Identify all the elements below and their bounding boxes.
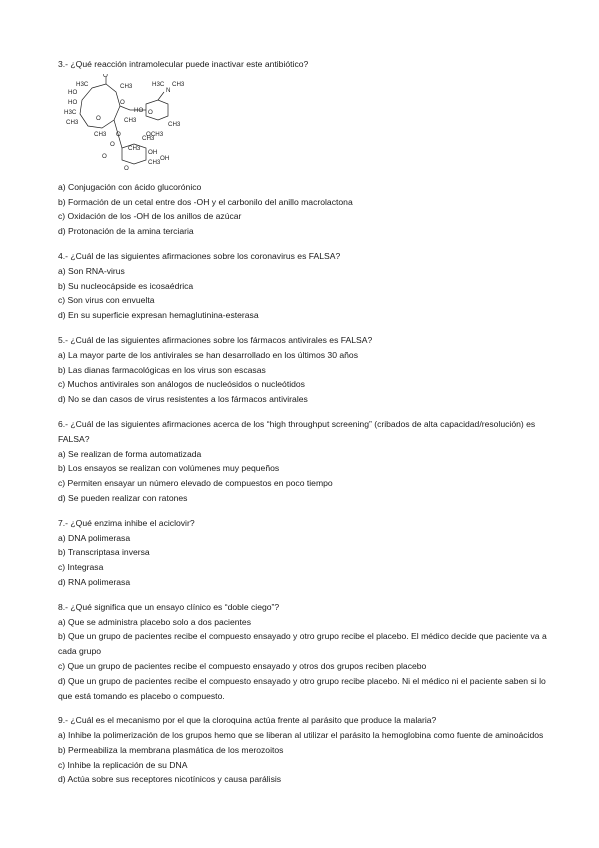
answer-option: d) En su superficie expresan hemaglutinina-esterasa	[58, 310, 259, 321]
structure-label: H3C	[152, 80, 165, 88]
answer-option: a) La mayor parte de los antivirales se han desarrollado en los últimos 30 años	[58, 349, 358, 360]
question-8	[58, 600, 548, 704]
structure-label: HO	[134, 106, 144, 114]
answer-option: c) Integrasa	[58, 562, 104, 573]
answer-option: b) Las dianas farmacológicas en los virus son escasas	[58, 364, 266, 375]
structure-label: OCH3	[146, 130, 164, 138]
answer-option: b) Formación de un cetal entre dos -OH y el carbonilo del anillo macrolactona	[58, 196, 353, 207]
question-7	[58, 516, 548, 590]
question-stem: 8.- ¿Qué significa que un ensayo clínico es “doble ciego”?	[58, 601, 280, 612]
answer-option: d) Se pueden realizar con ratones	[58, 492, 188, 503]
structure-label: CH3	[120, 82, 133, 90]
structure-label: O	[124, 164, 129, 172]
structure-label: O	[96, 114, 101, 122]
answer-option: c) Permiten ensayar un número elevado de compuestos en poco tiempo	[58, 478, 333, 489]
answer-option: c) Que un grupo de pacientes recibe el compuesto ensayado y otros dos grupos reciben placebo	[58, 660, 427, 671]
answer-option: a) Que se administra placebo solo a dos pacientes	[58, 616, 251, 627]
question-3	[58, 57, 548, 239]
answer-option: d) Protonación de la amina terciaria	[58, 226, 194, 237]
structure-label: CH3	[172, 80, 185, 88]
structure-label: OH	[148, 148, 158, 156]
answer-option: a) Son RNA-virus	[58, 265, 125, 276]
answer-option: a) Se realizan de forma automatizada	[58, 448, 202, 459]
structure-label: CH3	[142, 134, 155, 142]
answer-option: a) Inhibe la polimerización de los grupos hemo que se liberan al utilizar el parásito la hemoglobina como fuente de aminoácidos	[58, 730, 544, 741]
question-list	[58, 57, 548, 797]
answer-option: d) No se dan casos de virus resistentes a los fármacos antivirales	[58, 394, 308, 405]
structure-label: O	[120, 98, 125, 106]
question-stem: 6.- ¿Cuál de las siguientes afirmaciones acerca de los “high throughput screening” (cribados de alta capacidad/resolución) es FALSA?	[58, 418, 536, 444]
question-5	[58, 333, 548, 407]
structure-label: O	[116, 130, 121, 138]
question-stem: 3.- ¿Qué reacción intramolecular puede inactivar este antibiótico?	[58, 59, 309, 69]
structure-label: CH3	[66, 118, 79, 126]
structure-label: CH3	[148, 158, 161, 166]
structure-label: CH3	[168, 120, 181, 128]
glycosidic-bond-1	[120, 106, 130, 110]
answer-option: d) Actúa sobre sus receptores nicotínicos y causa parálisis	[58, 774, 282, 785]
answer-option: a) DNA polimerasa	[58, 532, 131, 543]
answer-option: c) Inhibe la replicación de su DNA	[58, 759, 188, 770]
answer-option: b) Que un grupo de pacientes recibe el compuesto ensayado y otro grupo recibe el placebo. El médico decide que paciente va a cada grupo	[58, 631, 547, 657]
structure-label: O	[103, 73, 108, 79]
structure-label: HO	[68, 88, 78, 96]
question-6	[58, 417, 548, 506]
answer-option: c) Muchos antivirales son análogos de nucleósidos o nucleótidos	[58, 379, 305, 390]
structure-label: HO	[68, 98, 78, 106]
question-stem: 7.- ¿Qué enzima inhibe el aciclovir?	[58, 517, 195, 528]
structure-label: CH3	[94, 130, 107, 138]
structure-label: N	[166, 86, 171, 94]
structure-label: H3C	[76, 80, 89, 88]
answer-option: b) Permeabiliza la membrana plasmática de los merozoitos	[58, 744, 284, 755]
structure-label: CH3	[124, 116, 137, 124]
answer-option: a) Conjugación con ácido glucorónico	[58, 181, 202, 192]
question-stem: 4.- ¿Cuál de las siguientes afirmaciones sobre los coronavirus es FALSA?	[58, 250, 341, 261]
question-stem: 9.- ¿Cuál es el mecanismo por el que la cloroquina actúa frente al parásito que produce la malaria?	[58, 715, 437, 726]
answer-option: b) Su nucleocápside es icosaédrica	[58, 280, 194, 291]
structure-label: OH	[160, 154, 170, 162]
answer-option: b) Los ensayos se realizan con volúmenes muy pequeños	[58, 463, 280, 474]
answer-option: c) Oxidación de los -OH de los anillos de azúcar	[58, 211, 242, 222]
question-9	[58, 713, 548, 787]
amine-bond	[158, 92, 164, 100]
structure-label: O	[110, 140, 115, 148]
answer-option: d) RNA polimerasa	[58, 576, 131, 587]
question-4	[58, 249, 548, 323]
structure-label: O	[148, 108, 153, 116]
structure-label: H3C	[64, 108, 77, 116]
answer-option: b) Transcriptasa inversa	[58, 547, 150, 558]
answer-option: c) Son virus con envuelta	[58, 295, 155, 306]
structure-label: CH3	[128, 144, 141, 152]
structure-label: O	[102, 152, 107, 160]
antibiotic-structure-image	[64, 74, 194, 172]
question-stem: 5.- ¿Cuál de las siguientes afirmaciones sobre los fármacos antivirales es FALSA?	[58, 334, 373, 345]
answer-option: d) Que un grupo de pacientes recibe el compuesto ensayado y otro grupo recibe placebo. Ni el médico ni el paciente saben si lo que está tomando es placebo o compuesto.	[58, 675, 546, 701]
